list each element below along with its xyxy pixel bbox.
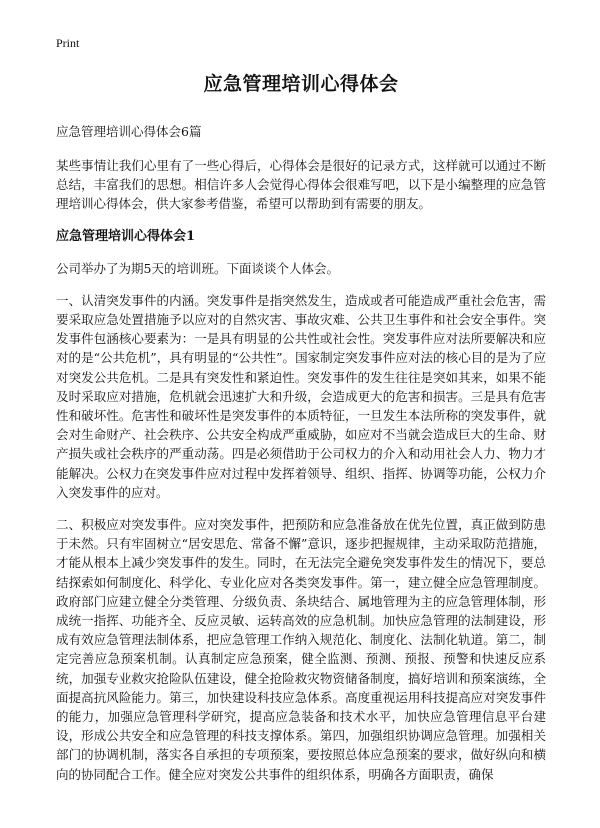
body-paragraph-3: 二、积极应对突发事件。应对突发事件，把预防和应急准备放在优先位置，真正做到防患于未然。只有牢固树立“居安思危、常备不懈”意识，逐步把握规律，主动采取防范措施，才能从根本上减少突发事件的发生。同时，在无法完全避免突发事件发生的情况下，要总结探索如何制度化、科学化、专业化应对各类突发事件。第一，建立健全应急管理制度。政府部门应建立健全分类管理、分级负责、条块结合、属地管理为主的应急管理体制，形成统一指挥、功能齐全、反应灵敏、运转高效的应急机制。加快应急管理的法制建设，形成有效应急管理法制体系，把应急管理工作纳入规范化、制度化、法制化轨道。第二，制定完善应急预案机制。认真制定应急预案，健全监测、预测、预报、预警和快速反应系统，加强专业救灾抢险队伍建设，健全抢险救灾物资储备制度，搞好培训和预案演练，全面提高抗风险能力。第三，加快建设科技应急体系。高度重视运用科技提高应对突发事件的能力，加强应急管理科学研究，提高应急装备和技术水平，加快应急管理信息平台建设，形成公共安全和应急管理的科技支撑体系。第四，加强组织协调应急管理。加强相关部门的协调机制，落实各自承担的专项预案，要按照总体应急预案的要求，做好纵向和横向的协同配合工作。健全应对突发公共事件的组织体系，明确各方面职责，确保 — [56, 517, 546, 782]
page-title: 应急管理培训心得体会 — [203, 73, 399, 95]
section-heading: 应急管理培训心得体会1 — [56, 228, 196, 244]
intro-paragraph: 某些事情让我们心里有了一些心得后，心得体会是很好的记录方式，这样就可以通过不断总结，丰富我们的思想。相信许多人会觉得心得体会很难写吧，以下是小编整理的应急管理培训心得体会，供大家参考借鉴，希望可以帮助到有需要的朋友。 — [56, 158, 546, 212]
document-page — [56, 36, 546, 797]
body-paragraph-1: 公司举办了为期5天的培训班。下面谈谈个人体会。 — [56, 260, 339, 276]
print-label[interactable]: Print — [56, 36, 80, 50]
document-subtitle: 应急管理培训心得体会6篇 — [56, 124, 202, 139]
body-paragraph-2: 一、认清突发事件的内涵。突发事件是指突然发生，造成或者可能造成严重社会危害，需要采取应急处置措施予以应对的自然灾害、事故灾难、公共卫生事件和社会安全事件。突发事件包涵核心要素为：一是具有明显的公共性或社会性。突发事件应对法所要解决和应对的是“公共危机”，具有明显的“公共性”。国家制定突发事件应对法的核心目的是为了应对突发公共危机。二是具有突发性和紧迫性。突发事件的发生往往是突如其来，如果不能及时采取应对措施，危机就会迅速扩大和升级，会造成更大的危害和损害。三是具有危害性和破坏性。危害性和破坏性是突发事件的本质特征，一旦发生本法所称的突发事件，就会对生命财产、社会秩序、公共安全构成严重威胁，如应对不当就会造成巨大的生命、财产损失或社会秩序的严重动荡。四是必须借助于公司权力的介入和动用社会人力、物力才能解决。公权力在突发事件应对过程中发挥着领导、组织、指挥、协调等功能，公权力介入突发事件的应对。 — [56, 292, 546, 500]
